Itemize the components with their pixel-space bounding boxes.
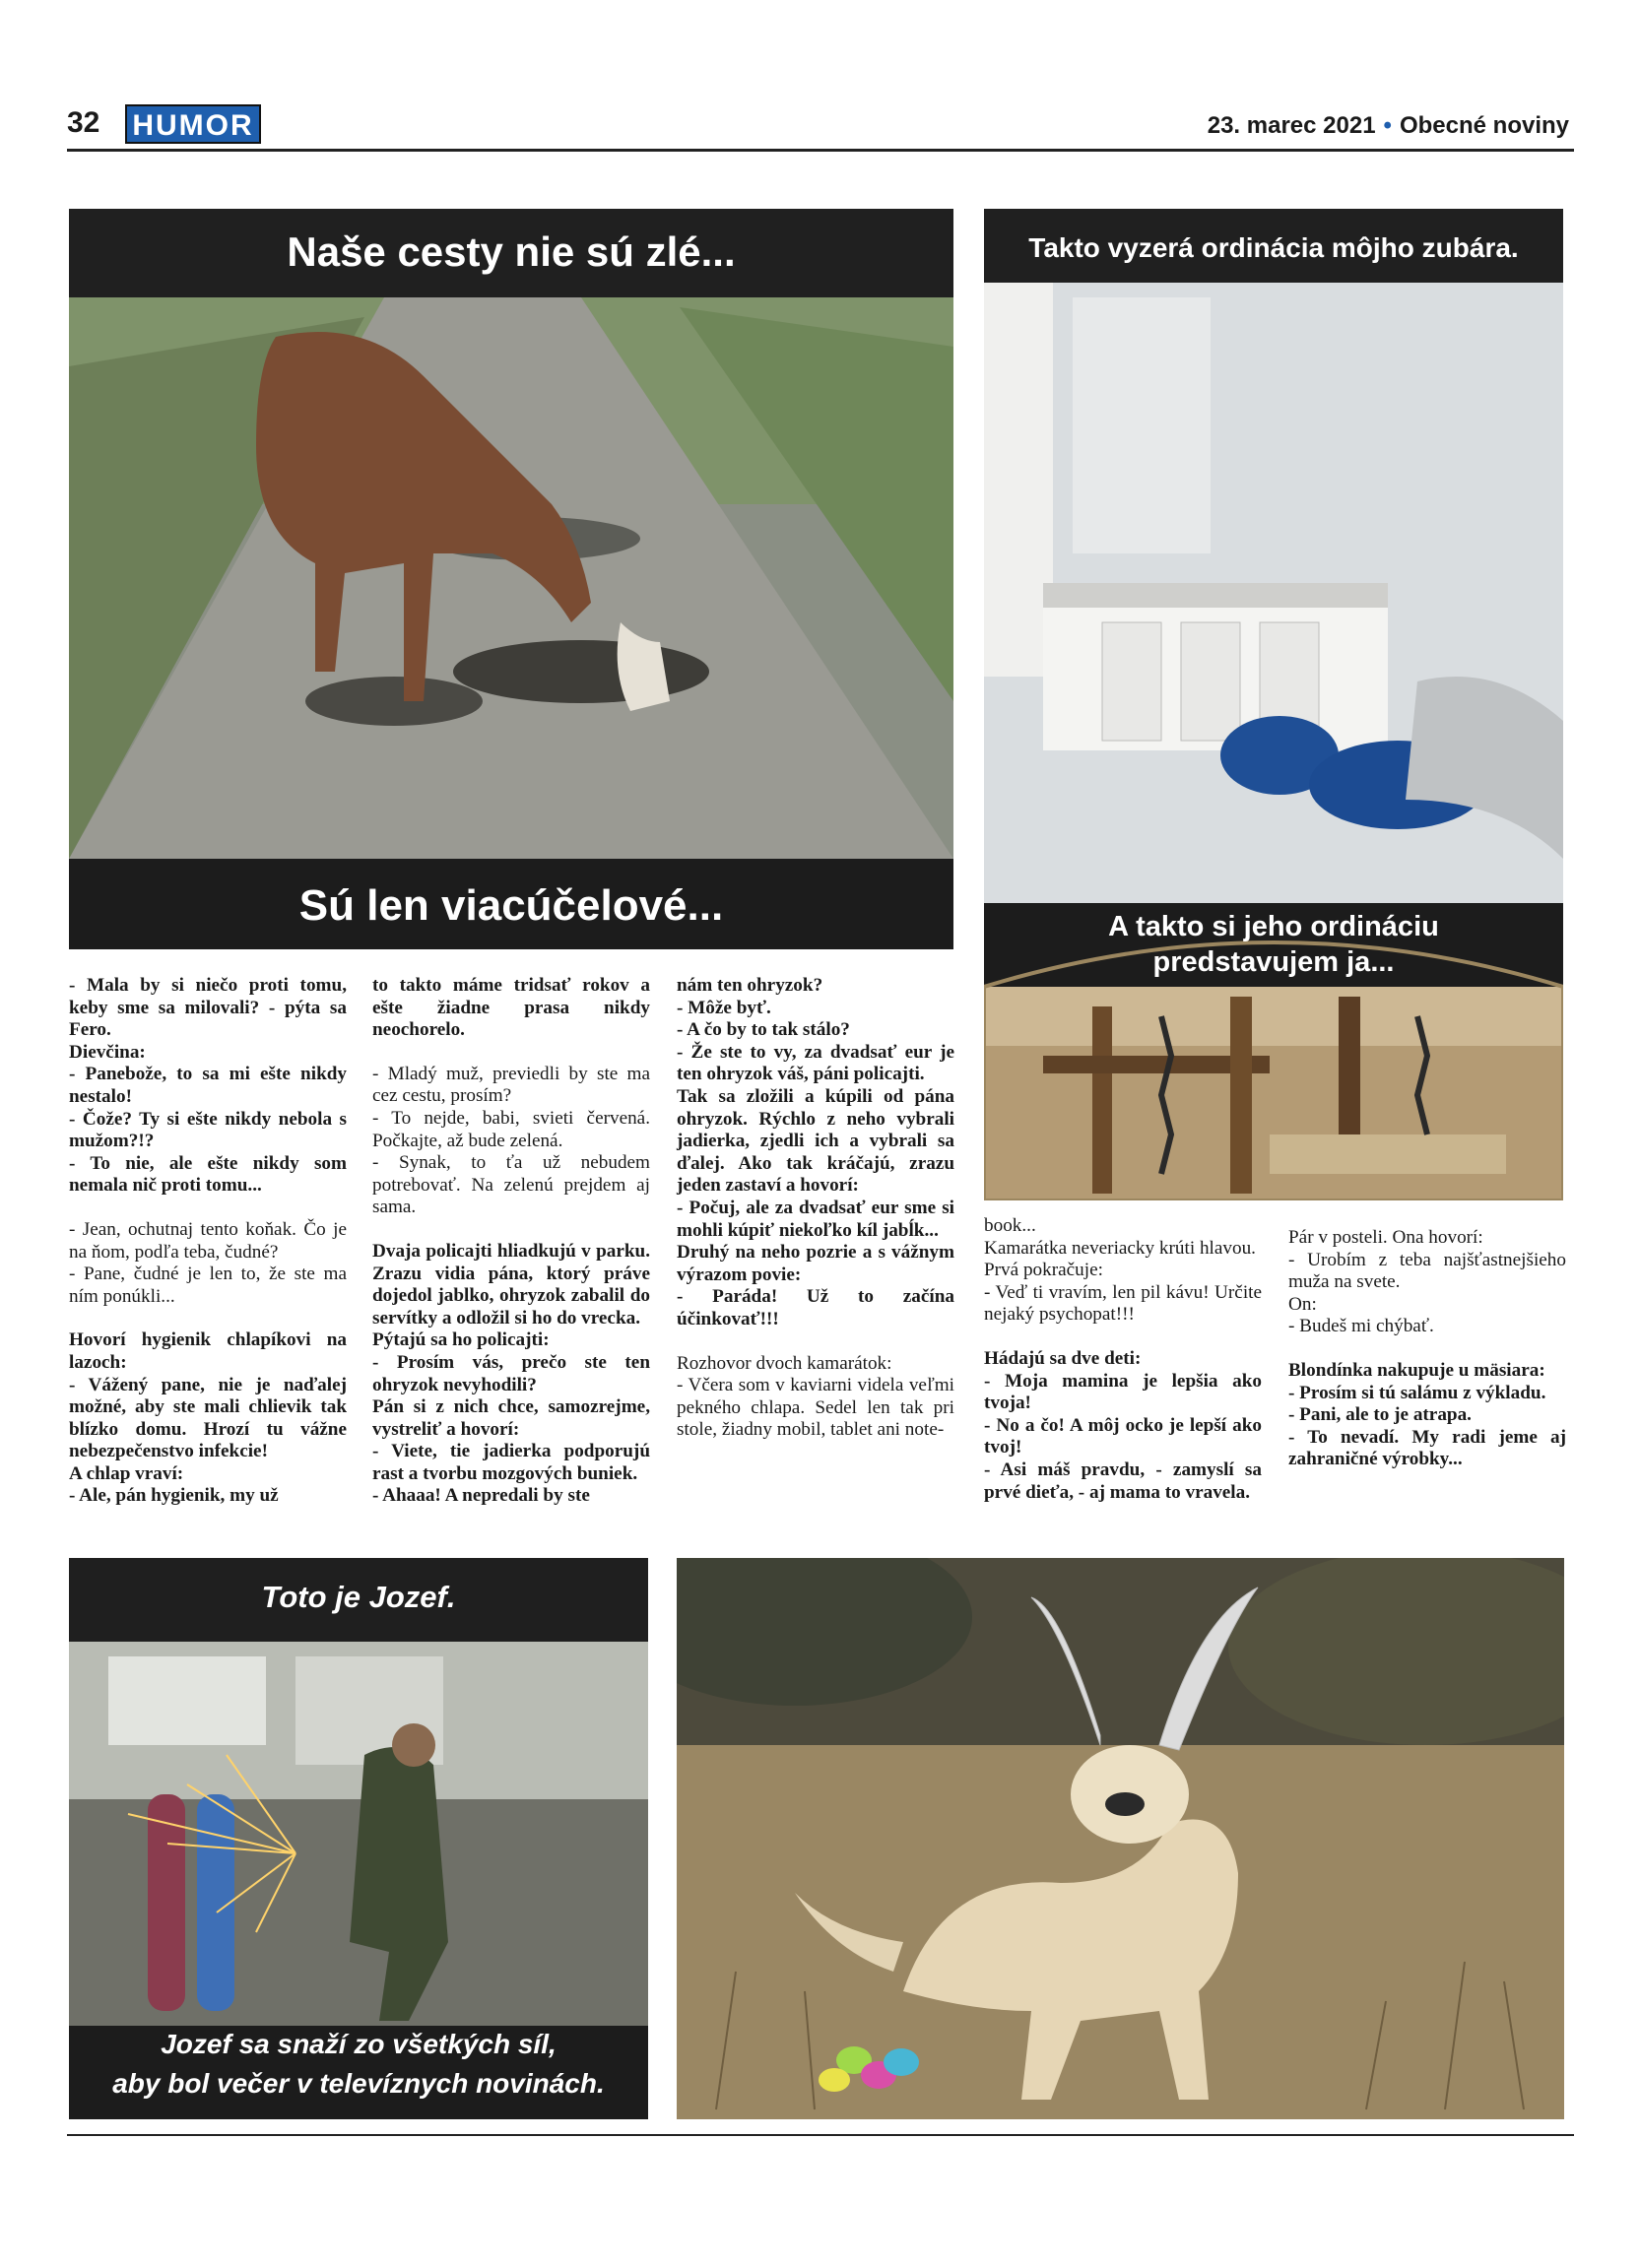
header-rule — [67, 149, 1574, 152]
issue-date: 23. marec 2021 — [1207, 112, 1376, 139]
footer-rule — [67, 2134, 1574, 2136]
joke-paragraph: - Prosím si tú salámu z výkladu. — [1288, 1382, 1546, 1403]
dentist-middle-caption-1: A takto si jeho ordináciu — [1108, 911, 1439, 942]
joke-paragraph: - Mala by si niečo proti tomu, keby sme sa milovali? - pýta sa Fero. — [69, 975, 347, 1041]
paragraph-gap — [984, 1327, 1262, 1348]
joke-paragraph: - Prosím vás, prečo ste ten ohryzok nevyhodili? — [372, 1351, 650, 1395]
paragraph-gap — [69, 1198, 347, 1219]
joke-paragraph: - A čo by to tak stálo? — [677, 1019, 850, 1041]
dentist-top-caption: Takto vyzerá ordinácia môjho zubára. — [1028, 232, 1519, 263]
joke-paragraph: - To nevadí. My radi jeme aj zahraničné výrobky... — [1288, 1426, 1566, 1470]
joke-paragraph: - Budeš mi chýbať. — [1288, 1316, 1434, 1337]
joke-paragraph: - Synak, to ťa už nebudem potrebovať. Na zelenú prejdem aj sama. — [372, 1152, 650, 1218]
jozef-top-caption: Toto je Jozef. — [261, 1580, 456, 1614]
joke-paragraph: - Moja mamina je lepšia ako tvoja! — [984, 1370, 1262, 1414]
joke-paragraph: - Jean, ochutnaj tento koňak. Čo je na ňom, podľa teba, čudné? — [69, 1218, 347, 1263]
joke-paragraph: - No a čo! A môj ocko je lepší ako tvoj! — [984, 1414, 1262, 1458]
joke-paragraph: - To nie, ale ešte nikdy som nemala nič proti tomu... — [69, 1152, 347, 1197]
jozef-welding-photo — [69, 1558, 648, 2119]
joke-paragraph: Prvá pokračuje: — [984, 1260, 1103, 1281]
cow-bottom-caption: Sú len viacúčelové... — [298, 881, 724, 930]
joke-paragraph: Hádajú sa dve deti: — [984, 1347, 1142, 1369]
joke-paragraph: - Paráda! Už to začína účinkovať!!! — [677, 1286, 954, 1329]
joke-paragraph: - Čože? Ty si ešte nikdy nebola s mužom?!? — [69, 1108, 347, 1152]
dentist-office-photo — [984, 209, 1563, 1200]
joke-paragraph: - Asi máš pravdu, - zamyslí sa prvé dieťa, - aj mama to vravela. — [984, 1458, 1262, 1503]
joke-paragraph: Pár v posteli. Ona hovorí: — [1288, 1227, 1483, 1248]
joke-paragraph: Rozhovor dvoch kamarátok: — [677, 1352, 892, 1374]
joke-paragraph: - Ahaaa! A nepredali by ste — [372, 1485, 590, 1507]
cow-top-caption: Naše cesty nie sú zlé... — [287, 228, 736, 275]
paragraph-gap — [372, 1042, 650, 1064]
joke-column-3 — [677, 975, 954, 1442]
jozef-bottom-caption-1: Jozef sa snaží zo všetkých síl, — [161, 2029, 557, 2059]
jozef-bottom-caption-2: aby bol večer v televíznych novinách. — [112, 2068, 605, 2099]
joke-column-2 — [372, 975, 650, 1508]
joke-column-1 — [69, 975, 347, 1508]
joke-paragraph: Pán si z nich chce, samozrejme, vystreliť a hovorí: — [372, 1396, 650, 1440]
joke-paragraph: Tak sa zložili a kúpili od pána ohryzok. Rýchlo z neho vybrali jadierka, zjedli ich a vybrali sa ďalej. Ako tak kráčajú, zrazu jeden zastaví a hovorí: — [677, 1085, 954, 1197]
joke-paragraph: - Pani, ale to je atrapa. — [1288, 1404, 1472, 1426]
section-label: HUMOR — [125, 104, 261, 144]
paragraph-gap — [1288, 1338, 1566, 1360]
paragraph-gap — [69, 1308, 347, 1329]
joke-paragraph: Druhý na neho pozrie a s vážnym výrazom povie: — [677, 1242, 954, 1285]
joke-paragraph: - Pane, čudné je len to, že ste ma ním ponúkli... — [69, 1264, 347, 1307]
joke-paragraph: - Vážený pane, nie je naďalej možné, aby ste mali chlievik tak blízko domu. Hrozí tu vážne nebezpečenstvo infekcie! — [69, 1374, 347, 1462]
joke-paragraph: nám ten ohryzok? — [677, 975, 823, 996]
joke-paragraph: - Urobím z teba najšťastnejšieho muža na svete. — [1288, 1249, 1566, 1293]
joke-paragraph: A chlap vraví: — [69, 1462, 184, 1484]
joke-paragraph: - Počuj, ale za dvadsať eur sme si mohli kúpiť niekoľko kíl jabĺk... — [677, 1197, 954, 1241]
dentist-middle-caption-2: predstavujem ja... — [1152, 946, 1395, 978]
cow-road-photo — [69, 209, 953, 949]
joke-paragraph: Blondínka nakupuje u mäsiara: — [1288, 1359, 1545, 1381]
page-number: 32 — [67, 106, 100, 139]
joke-column-5 — [1288, 1227, 1566, 1471]
joke-paragraph: - Včera som v kaviarni videla veľmi pekného chlapa. Sedel len tak pri stole, žiadny mobil, tablet ani note- — [677, 1375, 954, 1441]
joke-paragraph: to takto máme tridsať rokov a ešte žiadne prasa nikdy neochorelo. — [372, 975, 650, 1041]
joke-paragraph: Pýtajú sa ho policajti: — [372, 1329, 550, 1351]
joke-paragraph: - Veď ti vravím, len pil kávu! Určite nejaký psychopat!!! — [984, 1281, 1262, 1326]
easter-dog-photo — [677, 1558, 1564, 2119]
joke-column-4 — [984, 1215, 1262, 1504]
joke-paragraph: - Ale, pán hygienik, my už — [69, 1485, 279, 1507]
joke-paragraph: - Panebože, to sa mi ešte nikdy nestalo! — [69, 1064, 347, 1107]
joke-paragraph: - Môže byť. — [677, 997, 771, 1018]
newspaper-name: Obecné noviny — [1399, 112, 1569, 139]
joke-paragraph: - To nejde, babi, svieti červená. Počkajte, až bude zelená. — [372, 1107, 650, 1151]
paragraph-gap — [677, 1331, 954, 1353]
joke-paragraph: Dvaja policajti hliadkujú v parku. Zrazu vidia pána, ktorý práve dojedol jablko, ohryzok zabalil do servítky a odložil si ho do vrecka. — [372, 1240, 650, 1328]
joke-paragraph: Kamarátka neveriacky krúti hlavou. — [984, 1237, 1256, 1259]
paragraph-gap — [372, 1219, 650, 1241]
joke-paragraph: book... — [984, 1215, 1036, 1236]
joke-paragraph: - Viete, tie jadierka podporujú rast a tvorbu mozgových buniek. — [372, 1441, 650, 1484]
joke-paragraph: - Že ste to vy, za dvadsať eur je ten ohryzok váš, páni policajti. — [677, 1041, 954, 1085]
joke-paragraph: Dievčina: — [69, 1041, 146, 1063]
issue-info — [1208, 112, 1569, 140]
header-separator: • — [1383, 112, 1392, 139]
joke-paragraph: - Mladý muž, previedli by ste ma cez cestu, prosím? — [372, 1063, 650, 1107]
joke-paragraph: On: — [1288, 1293, 1317, 1315]
joke-paragraph: Hovorí hygienik chlapíkovi na lazoch: — [69, 1329, 347, 1373]
